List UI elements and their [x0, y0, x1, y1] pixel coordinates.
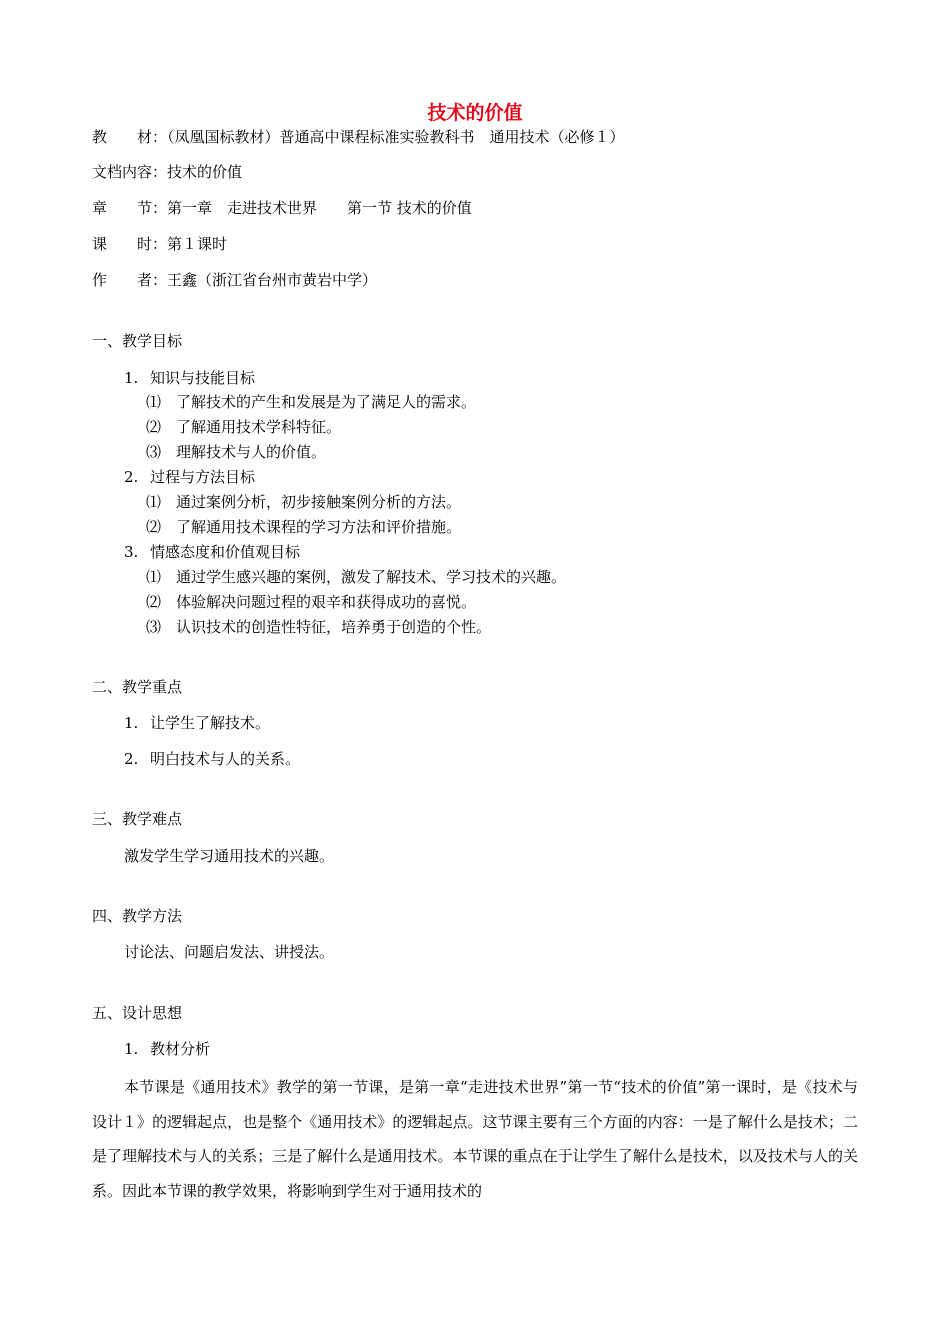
section-heading-difficulties: 三、教学难点 [92, 810, 183, 828]
meta-period-value: 第１课时 [167, 235, 228, 253]
meta-period-label: 课 时： [92, 235, 168, 253]
meta-content [92, 162, 242, 182]
list-item [146, 567, 566, 587]
item-number: ⑴ [146, 493, 162, 511]
section-heading-objectives: 一、教学目标 [92, 332, 183, 350]
meta-author-value: 王鑫（浙江省台州市黄岩中学） [167, 271, 378, 289]
section-heading-key-points: 二、教学重点 [92, 678, 183, 696]
section-heading-methods: 四、教学方法 [92, 907, 183, 925]
meta-chapter-label: 章 节： [92, 199, 168, 217]
material-analysis-paragraph: 本节课是《通用技术》教学的第一节课，是第一章“走进技术世界”第一节“技术的价值”第一课时，是《技术与设计１》的逻辑起点，也是整个《通用技术》的逻辑起点。这节课主要有三个方面的内容：一是了解什么是技术；二是了理解技术与人的关系；三是了解什么是通用技术。本节课的重点在于让学生了解什么是技术，以及技术与人的关系。因此本节课的教学效果，将影响到学生对于通用技术的 [92, 1078, 858, 1200]
item-text: 明白技术与人的关系。 [150, 750, 301, 768]
list-item [124, 713, 270, 733]
item-number: 1. [124, 714, 139, 732]
item-number: ⑴ [146, 568, 162, 586]
meta-textbook [92, 127, 625, 147]
meta-content-label: 文档内容： [92, 163, 168, 181]
list-item [146, 592, 476, 612]
item-number: 2. [124, 750, 139, 768]
meta-content-value: 技术的价值 [167, 163, 243, 181]
item-text: 了解通用技术学科特征。 [176, 418, 342, 436]
subsection-material-analysis [124, 1039, 210, 1059]
item-number: 1. [124, 1040, 139, 1058]
item-text: 认识技术的创造性特征，培养勇于创造的个性。 [176, 618, 492, 636]
item-number: ⑵ [146, 593, 162, 611]
group-title: 过程与方法目标 [150, 468, 256, 486]
item-number: ⑴ [146, 393, 162, 411]
meta-author-label: 作 者： [92, 271, 168, 289]
subsection-title: 教材分析 [150, 1040, 211, 1058]
list-item [146, 492, 461, 512]
item-number: ⑵ [146, 418, 162, 436]
item-text: 了解通用技术课程的学习方法和评价措施。 [176, 518, 462, 536]
item-text: 体验解决问题过程的艰辛和获得成功的喜悦。 [176, 593, 477, 611]
group-title: 情感态度和价值观目标 [150, 543, 301, 561]
meta-textbook-value: （凤凰国标教材）普通高中课程标准实验教科书 通用技术（必修１） [167, 128, 625, 146]
item-text: 通过学生感兴趣的案例，激发了解技术、学习技术的兴趣。 [176, 568, 567, 586]
list-item [146, 617, 491, 637]
item-text: 了解技术的产生和发展是为了满足人的需求。 [176, 393, 477, 411]
item-number: ⑵ [146, 518, 162, 536]
item-number: ⑶ [146, 618, 162, 636]
item-text: 让学生了解技术。 [150, 714, 271, 732]
difficulties-text: 激发学生学习通用技术的兴趣。 [124, 847, 335, 865]
meta-chapter-value: 第一章 走进技术世界 第一节 技术的价值 [167, 199, 472, 217]
list-item [146, 442, 326, 462]
list-item [146, 417, 341, 437]
objective-group-attitude [124, 542, 300, 562]
group-title: 知识与技能目标 [150, 369, 256, 387]
item-number: ⑶ [146, 443, 162, 461]
group-number: 3. [124, 543, 139, 561]
group-number: 1. [124, 369, 139, 387]
meta-textbook-label: 教 材： [92, 128, 168, 146]
meta-period [92, 234, 227, 254]
item-text: 理解技术与人的价值。 [176, 443, 327, 461]
objective-group-process [124, 467, 255, 487]
meta-chapter [92, 198, 472, 218]
list-item [146, 392, 476, 412]
item-text: 通过案例分析，初步接触案例分析的方法。 [176, 493, 462, 511]
section-heading-design: 五、设计思想 [92, 1004, 183, 1022]
group-number: 2. [124, 468, 139, 486]
methods-text: 讨论法、问题启发法、讲授法。 [124, 943, 335, 961]
list-item [146, 517, 461, 537]
list-item [124, 749, 300, 769]
meta-author [92, 270, 377, 290]
objective-group-knowledge [124, 368, 255, 388]
document-title: 技术的价值 [427, 102, 523, 124]
